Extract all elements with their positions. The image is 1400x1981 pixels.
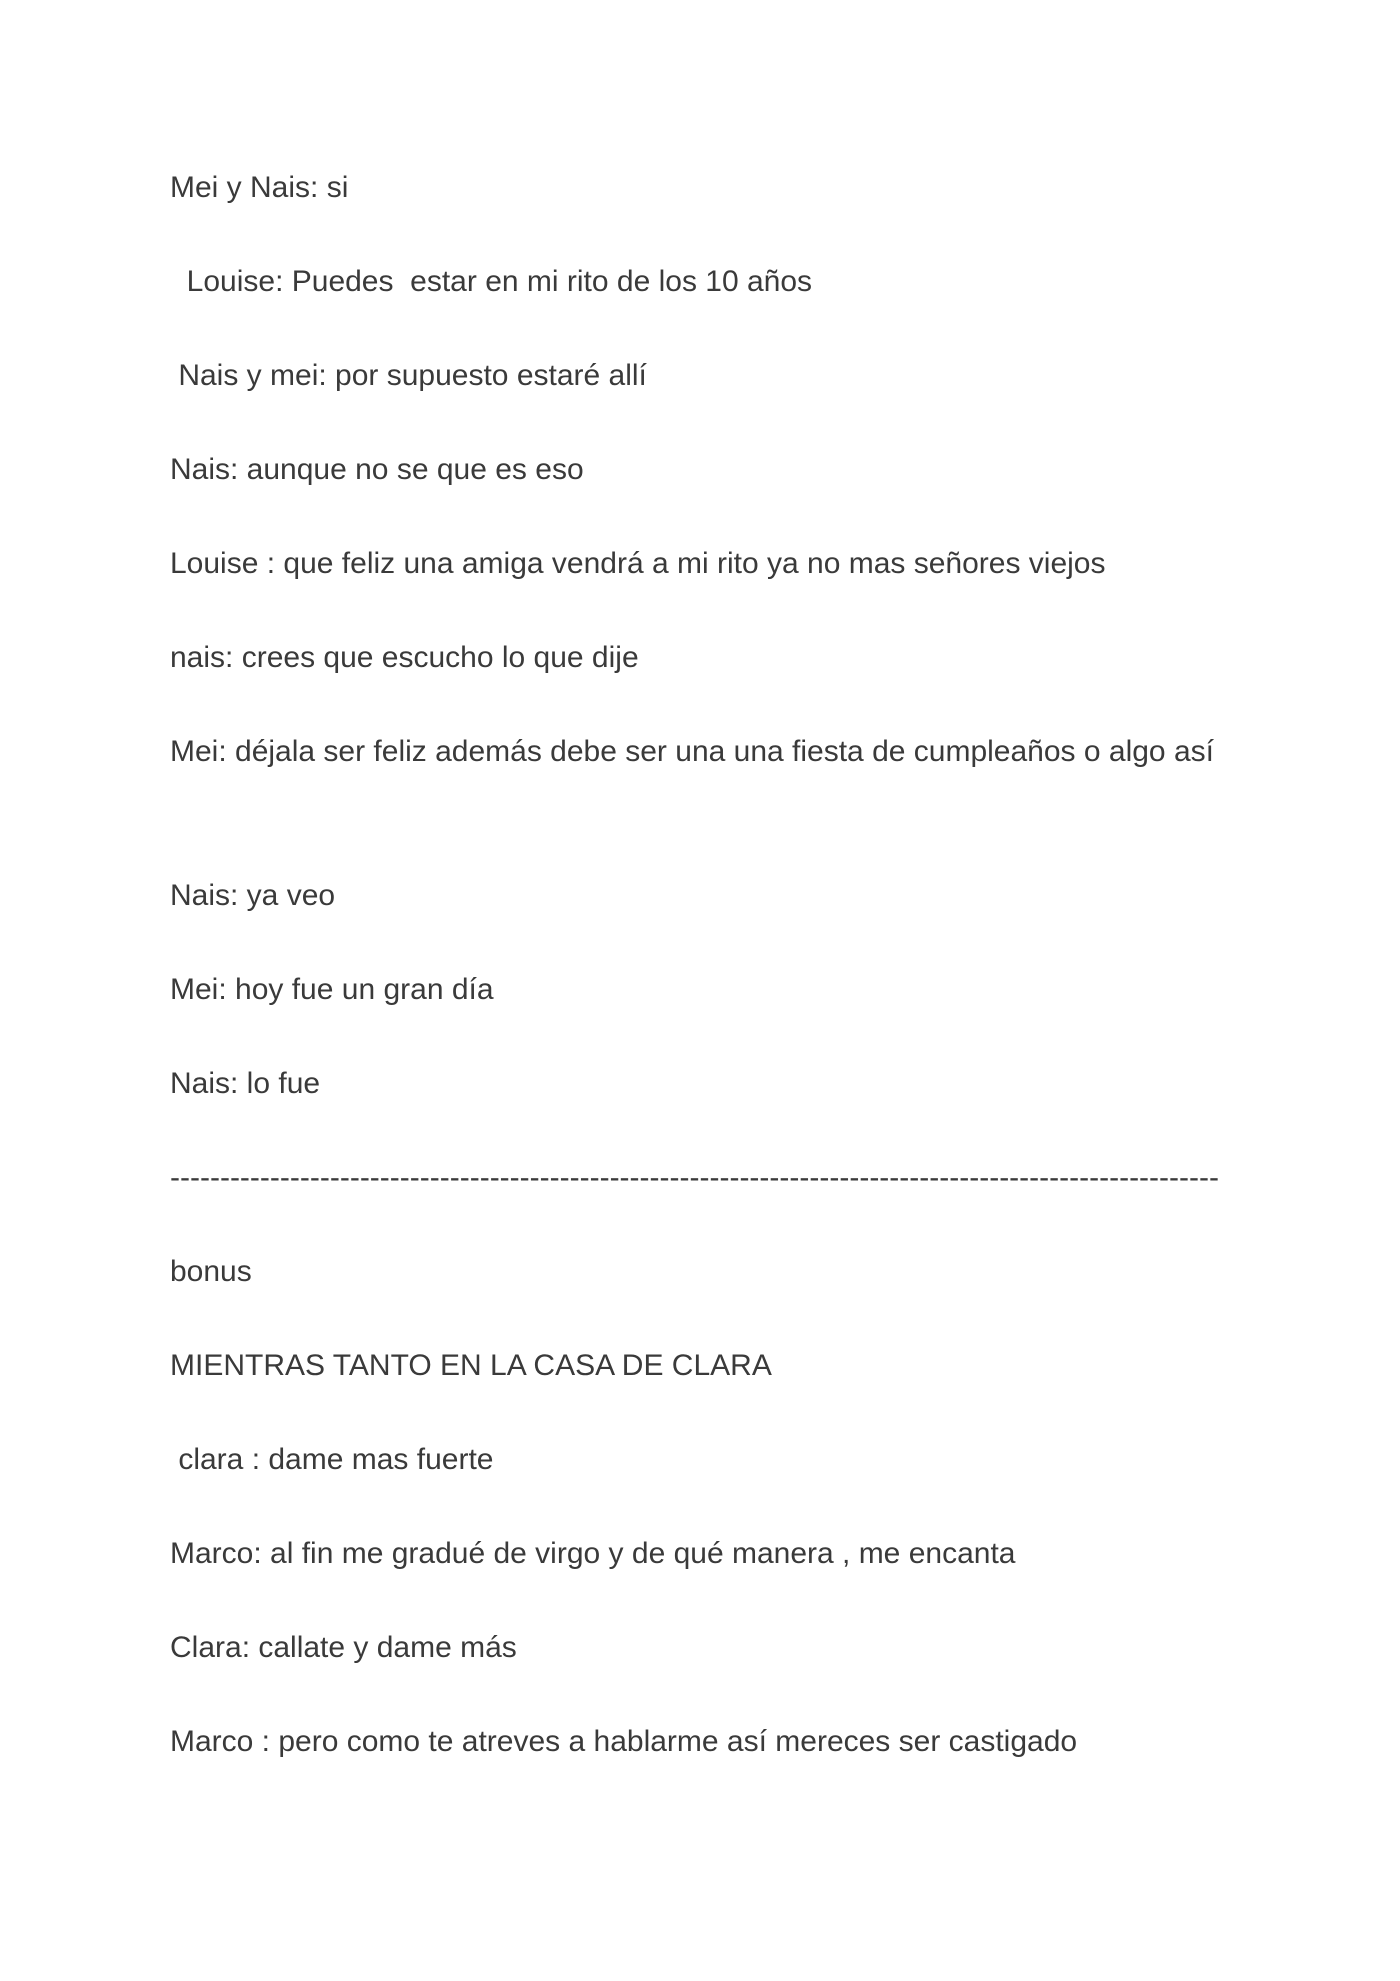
dialogue-line-6: nais: crees que escucho lo que dije — [170, 641, 639, 674]
dialogue-line-14: Marco : pero como te atreves a hablarme así mereces ser castigado — [170, 1725, 1078, 1758]
dialogue-line-4: Nais: aunque no se que es eso — [170, 453, 584, 486]
dialogue-line-9: Mei: hoy fue un gran día — [170, 973, 494, 1006]
dialogue-line-11: clara : dame mas fuerte — [170, 1443, 494, 1476]
section-divider: --------------------------------------------------------------------------------------------------------- — [170, 1161, 1219, 1194]
dialogue-line-3: Nais y mei: por supuesto estaré allí — [170, 359, 647, 392]
dialogue-line-12: Marco: al fin me gradué de virgo y de qué manera , me encanta — [170, 1537, 1016, 1570]
bonus-heading: bonus — [170, 1255, 252, 1288]
scene-heading: MIENTRAS TANTO EN LA CASA DE CLARA — [170, 1349, 772, 1382]
dialogue-line-13: Clara: callate y dame más — [170, 1631, 517, 1664]
dialogue-line-5: Louise : que feliz una amiga vendrá a mi rito ya no mas señores viejos — [170, 547, 1106, 580]
dialogue-line-7: Mei: déjala ser feliz además debe ser una una fiesta de cumpleaños o algo así — [170, 735, 1214, 768]
dialogue-line-10: Nais: lo fue — [170, 1067, 321, 1100]
dialogue-line-1: Mei y Nais: si — [170, 171, 349, 204]
dialogue-line-8: Nais: ya veo — [170, 879, 336, 912]
dialogue-line-2: Louise: Puedes estar en mi rito de los 10 años — [170, 265, 813, 298]
